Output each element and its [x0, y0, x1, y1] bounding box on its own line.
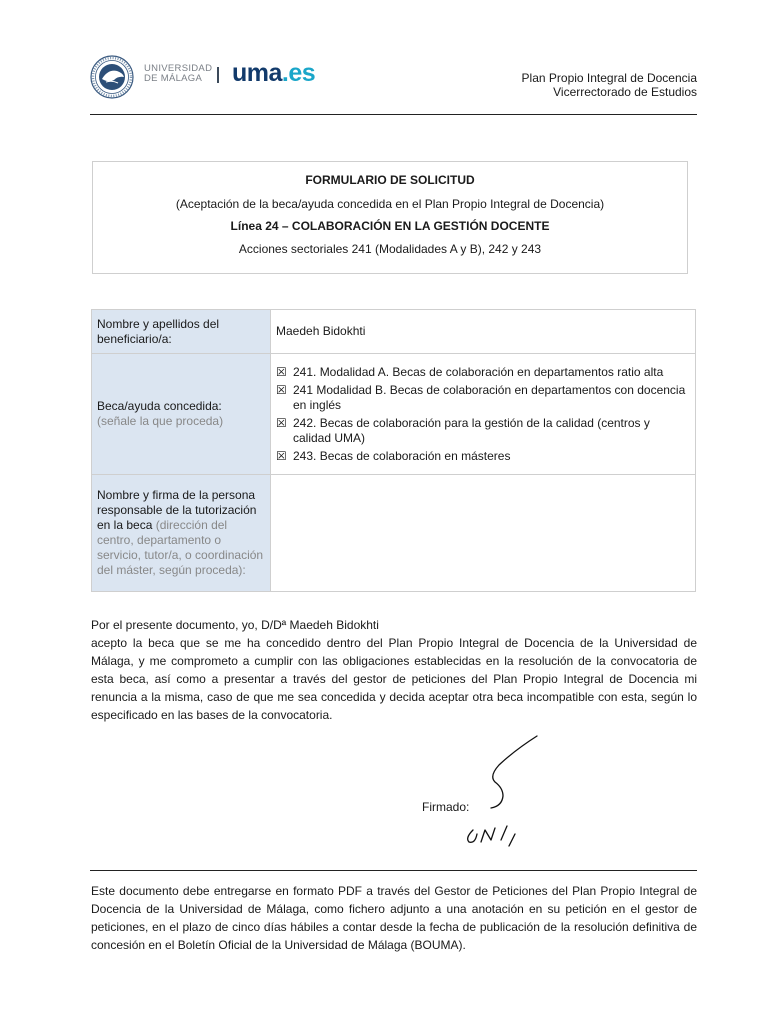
grant-label-cell [92, 354, 271, 475]
grant-option-label: 241. Modalidad A. Becas de colaboración en departamentos ratio alta [293, 364, 664, 379]
checkbox-checked-icon[interactable]: ☒ [276, 415, 287, 430]
logo-es: .es [281, 59, 316, 87]
acceptance-statement [91, 616, 697, 724]
table-row-tutor [92, 475, 696, 592]
footer-note: Este documento debe entregarse en formato PDF a través del Gestor de Peticiones del Plan Propio Integral de Docencia de la Universidad de Málaga, como fichero adjunto a una anotación en su petición en el gestor de peticiones, en el plazo de cinco días hábiles a contar desde la fecha de publicación de la resolución definitiva de concesión en el Boletín Oficial de la Universidad de Málaga (BOUMA). [91, 884, 697, 952]
checkbox-checked-icon[interactable]: ☒ [276, 448, 287, 463]
declarant-line: Por el presente documento, yo, D/Dª Maedeh Bidokhti [91, 618, 379, 632]
grant-label: Beca/ayuda concedida: [97, 399, 222, 413]
checkbox-checked-icon[interactable]: ☒ [276, 364, 287, 379]
university-name-line2: DE MÁLAGA [144, 73, 203, 84]
grant-option-243[interactable] [276, 449, 690, 464]
grant-option-label: 241 Modalidad B. Becas de colaboración en departamentos con docencia en inglés [293, 382, 686, 412]
header-vicerrectorado: Vicerrectorado de Estudios [553, 85, 697, 99]
university-seal-icon [90, 55, 134, 99]
footer-divider [90, 870, 697, 871]
checkbox-checked-icon[interactable]: ☒ [276, 382, 287, 397]
grant-option-241b[interactable] [276, 383, 690, 413]
table-row-beneficiary [92, 310, 696, 354]
header-department [522, 71, 697, 99]
application-table [91, 309, 696, 592]
table-row-grant [92, 354, 696, 475]
page-header [90, 50, 697, 115]
grant-option-label: 242. Becas de colaboración para la gestión de la calidad (centros y calidad UMA) [293, 415, 650, 445]
grant-options [271, 354, 696, 475]
form-line: Línea 24 – COLABORACIÓN EN LA GESTIÓN DOCENTE [230, 219, 550, 233]
logo-separator [217, 67, 219, 83]
tutor-label: Nombre y firma de la persona responsable de la tutorización en la beca [97, 488, 257, 532]
header-plan-name: Plan Propio Integral de Docencia [521, 71, 697, 85]
tutor-signature-field[interactable] [271, 475, 696, 592]
form-subtitle: (Aceptación de la beca/ayuda concedida en el Plan Propio Integral de Docencia) [175, 197, 605, 211]
handwritten-signature [455, 730, 555, 855]
grant-sublabel: (señale la que proceda) [97, 414, 224, 428]
acceptance-paragraph: acepto la beca que se me ha concedido dentro del Plan Propio Integral de Docencia de la Universidad de Málaga, y me comprometo a cumplir con las obligaciones establecidas en la resolución de la convocatoria de esta beca, así como a presentar a través del gestor de peticiones del Plan Propio Integral de Docencia mi renuncia a la misma, caso de que me sea concedida y decida aceptar otra beca incompatible con esta, según lo especificado en las bases de la convocatoria. [91, 636, 697, 722]
university-name [144, 64, 212, 84]
beneficiary-name-field[interactable]: Maedeh Bidokhti [271, 310, 696, 354]
tutor-sublabel: (dirección del centro, departamento o servicio, tutor/a, o coordinación del máster, según proceda): [97, 518, 264, 577]
grant-option-241a[interactable] [276, 365, 690, 380]
logo-uma: uma [232, 59, 282, 87]
uma-es-logo [232, 58, 315, 88]
signed-label: Firmado: [422, 800, 470, 814]
beneficiary-label: Nombre y apellidos del beneficiario/a: [92, 310, 271, 354]
form-title-box [92, 161, 688, 274]
grant-option-label: 243. Becas de colaboración en másteres [293, 448, 511, 463]
form-actions: Acciones sectoriales 241 (Modalidades A y B), 242 y 243 [238, 242, 542, 256]
university-name-line1: UNIVERSIDAD [144, 63, 213, 74]
grant-option-242[interactable] [276, 416, 690, 446]
form-title: FORMULARIO DE SOLICITUD [305, 173, 475, 187]
tutor-label-cell [92, 475, 271, 592]
